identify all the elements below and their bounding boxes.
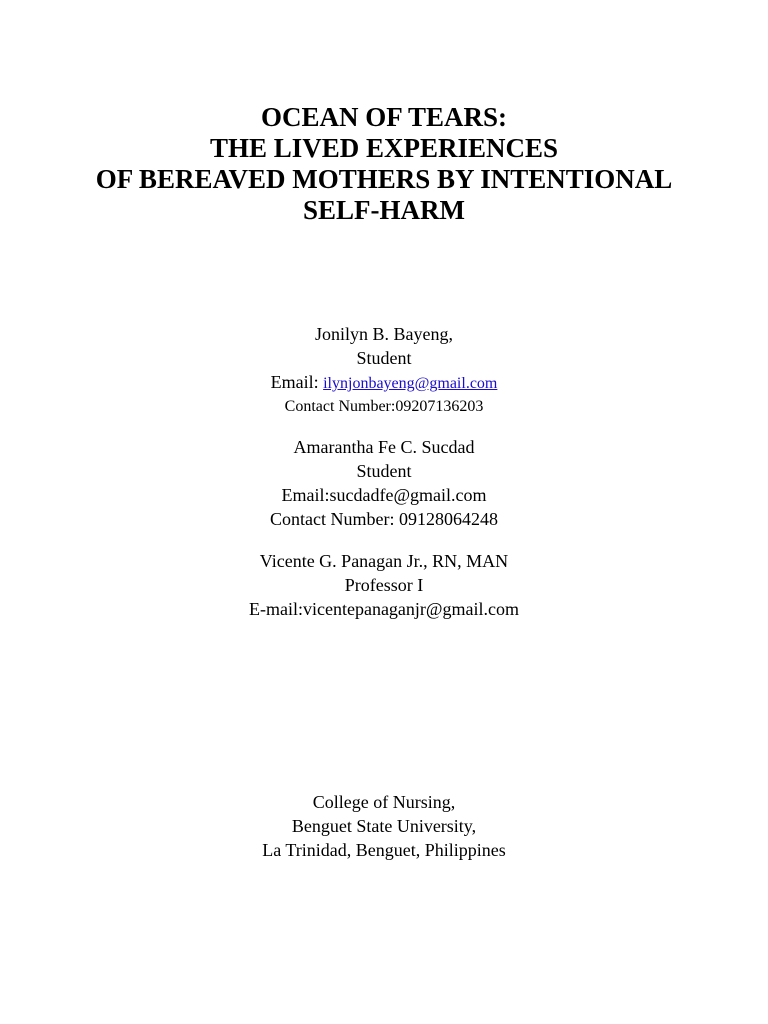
author-contact: Contact Number: 09128064248: [270, 509, 498, 529]
author-name: Jonilyn B. Bayeng,: [315, 324, 453, 344]
author-name: Vicente G. Panagan Jr., RN, MAN: [259, 551, 509, 571]
title-line: OCEAN OF TEARS:: [260, 102, 508, 132]
affiliation: [0, 790, 768, 862]
author-list: [0, 322, 768, 639]
author-role: Student: [356, 348, 412, 368]
affiliation-line: College of Nursing,: [312, 792, 456, 812]
email-link[interactable]: ilynjonbayeng@gmail.com: [323, 375, 498, 392]
author-block: [0, 322, 768, 417]
email-label: Email:: [270, 372, 324, 392]
title-line: OF BEREAVED MOTHERS BY INTENTIONAL: [95, 164, 673, 194]
author-name: Amarantha Fe C. Sucdad: [293, 437, 475, 457]
author-email: Email:sucdadfe@gmail.com: [281, 485, 487, 505]
author-role: Student: [356, 461, 412, 481]
paper-title: [0, 102, 768, 226]
author-block: [0, 435, 768, 531]
author-contact: Contact Number:09207136203: [284, 398, 484, 415]
title-line: THE LIVED EXPERIENCES: [209, 133, 559, 163]
author-block: [0, 549, 768, 621]
author-email: E-mail:vicentepanaganjr@gmail.com: [249, 599, 519, 619]
title-line: SELF-HARM: [303, 195, 465, 225]
author-role: Professor I: [344, 575, 424, 595]
affiliation-line: La Trinidad, Benguet, Philippines: [262, 840, 506, 860]
author-email-line: [0, 370, 768, 396]
affiliation-line: Benguet State University,: [291, 816, 477, 836]
